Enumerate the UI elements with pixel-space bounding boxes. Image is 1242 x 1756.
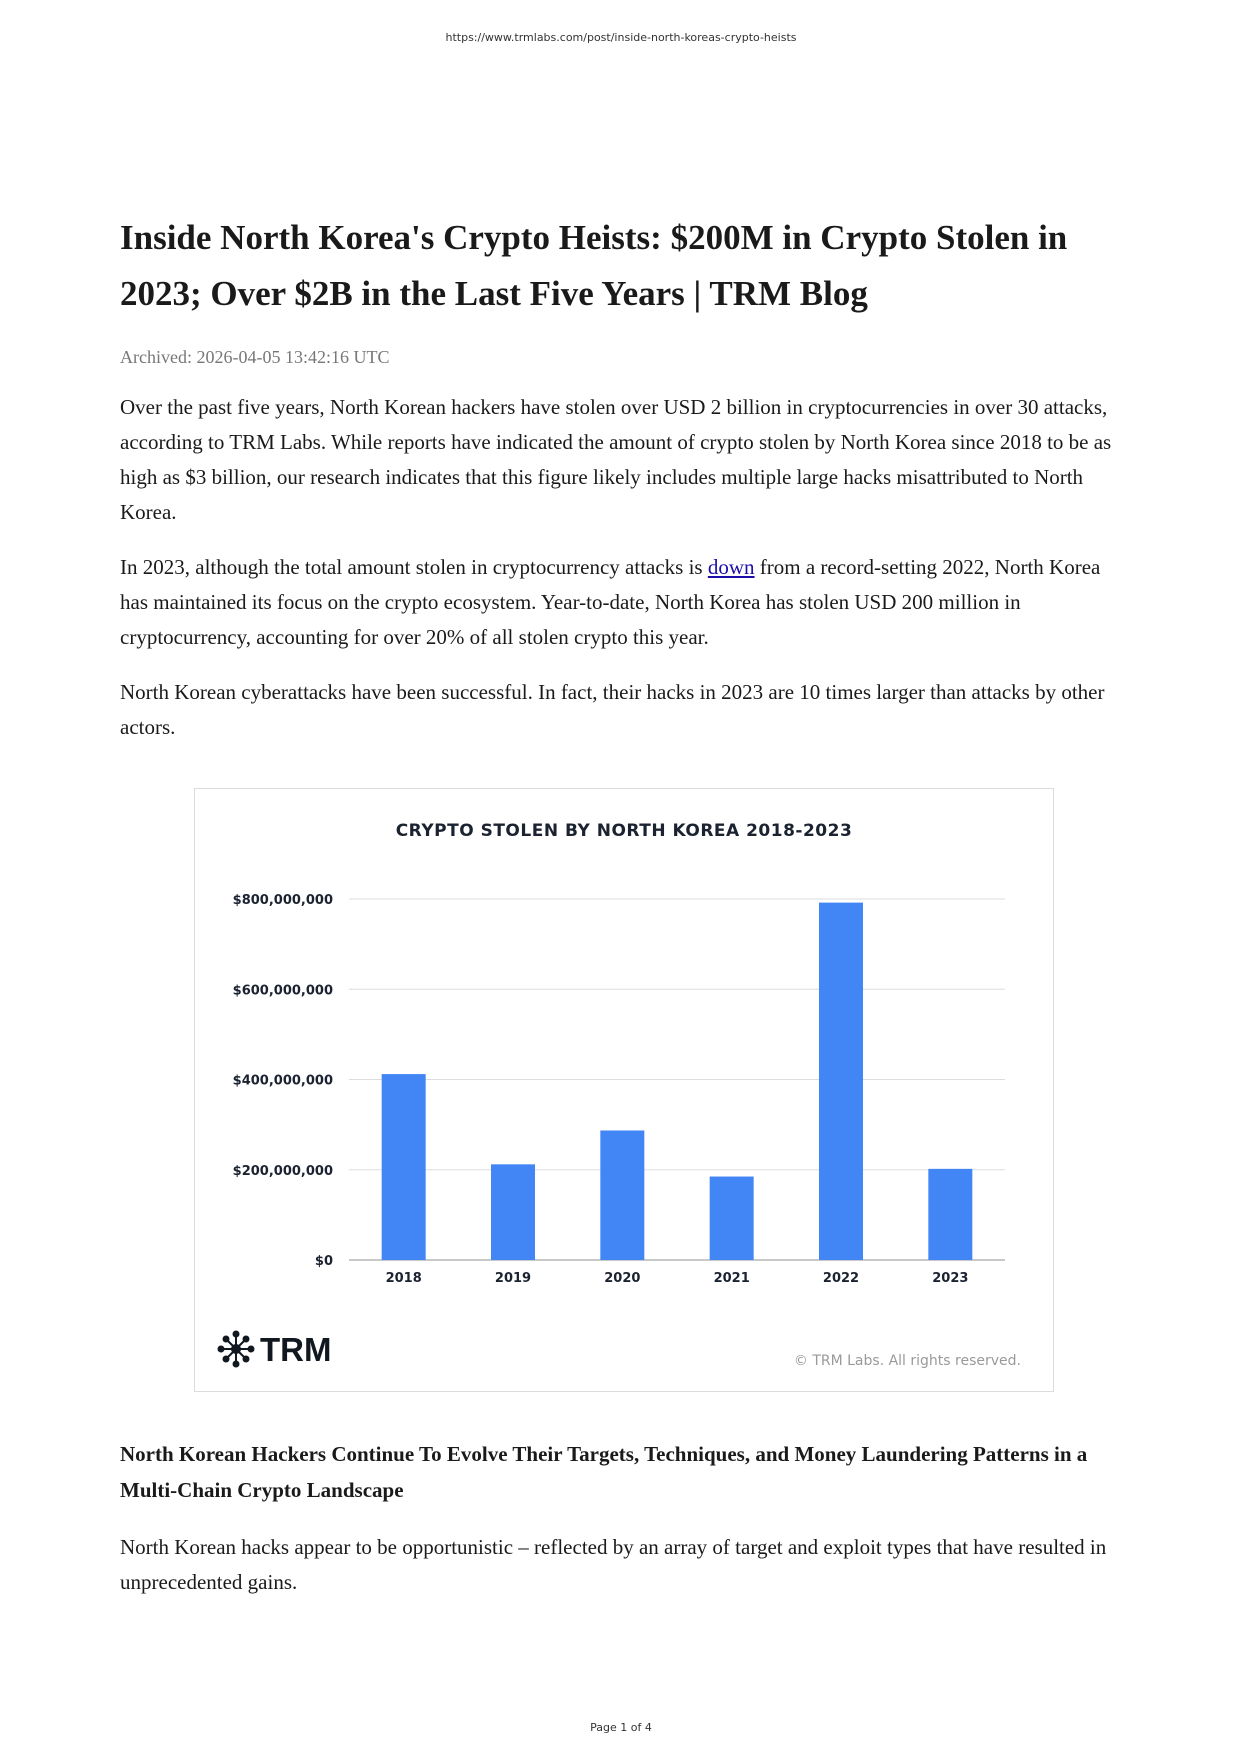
bar-2021 bbox=[710, 1177, 754, 1260]
chart-title: CRYPTO STOLEN BY NORTH KOREA 2018-2023 bbox=[395, 821, 853, 841]
paragraph-2023 bbox=[120, 550, 1130, 655]
chart-bars bbox=[382, 903, 973, 1260]
bar-2023 bbox=[928, 1169, 972, 1260]
paragraph-2023-end: from a record-setting 2022, North Korea has maintained its focus on the crypto ecosystem. Year-to-date, North Korea has stolen USD 200 million in cryptocurrency, accounting for over 20% of all stolen crypto this year. bbox=[120, 555, 1101, 649]
paragraph-2023-start: In 2023, although the total amount stolen in cryptocurrency attacks is bbox=[120, 555, 708, 579]
bar-2022 bbox=[819, 903, 863, 1260]
y-tick-label: $600,000,000 bbox=[232, 983, 333, 999]
x-tick-label: 2018 bbox=[385, 1271, 422, 1286]
bar-chart bbox=[195, 789, 1053, 1391]
x-tick-label: 2019 bbox=[494, 1271, 532, 1286]
paragraph-intro: Over the past five years, North Korean hackers have stolen over USD 2 billion in cryptocurrencies in over 30 attacks, according to TRM Labs. While reports have indicated the amount of crypto stolen by North Korea since 2018 to be as high as $3 billion, our research indicates that this figure likely includes multiple large hacks misattributed to North Korea. bbox=[120, 395, 1112, 524]
y-tick-label: $800,000,000 bbox=[232, 893, 333, 908]
y-tick-label: $0 bbox=[314, 1254, 333, 1269]
x-tick-label: 2020 bbox=[604, 1271, 641, 1286]
copyright-notice: © TRM Labs. All rights reserved. bbox=[793, 1353, 1021, 1369]
trm-logo-icon bbox=[219, 1332, 254, 1367]
y-tick-label: $400,000,000 bbox=[232, 1073, 333, 1089]
bar-2020 bbox=[600, 1130, 644, 1260]
paragraph-opportunistic: North Korean hacks appear to be opportunistic – reflected by an array of target and exploit types that have resulted in unprecedented gains. bbox=[120, 1535, 1107, 1594]
section-subheading: North Korean Hackers Continue To Evolve Their Targets, Techniques, and Money Laundering Patterns in a Multi-Chain Crypto Landscape bbox=[120, 1442, 1088, 1502]
trm-logo-text: TRM bbox=[260, 1331, 332, 1368]
x-tick-label: 2021 bbox=[713, 1271, 750, 1286]
page-number: Page 1 of 4 bbox=[590, 1721, 652, 1734]
trm-logo bbox=[219, 1331, 332, 1368]
bar-2018 bbox=[382, 1074, 426, 1260]
bar-2019 bbox=[491, 1164, 535, 1260]
x-tick-label: 2023 bbox=[932, 1271, 969, 1286]
chart-figure bbox=[194, 788, 1054, 1392]
down-link[interactable]: down bbox=[707, 555, 755, 579]
archived-timestamp: Archived: 2026-04-05 13:42:16 UTC bbox=[120, 347, 390, 367]
paragraph-success: North Korean cyberattacks have been successful. In fact, their hacks in 2023 are 10 times larger than attacks by other actors. bbox=[120, 680, 1105, 739]
article-content bbox=[120, 210, 1130, 745]
page-url-header: https://www.trmlabs.com/post/inside-north-koreas-crypto-heists bbox=[445, 31, 797, 44]
chart-gridlines bbox=[349, 899, 1005, 1260]
x-axis-ticks bbox=[386, 1271, 969, 1286]
y-axis-ticks bbox=[233, 893, 333, 1269]
x-tick-label: 2022 bbox=[822, 1271, 860, 1286]
article-title: Inside North Korea's Crypto Heists: $200M in Crypto Stolen in 2023; Over $2B in the Last Five Years | TRM Blog bbox=[120, 218, 1068, 313]
y-tick-label: $200,000,000 bbox=[232, 1163, 333, 1179]
